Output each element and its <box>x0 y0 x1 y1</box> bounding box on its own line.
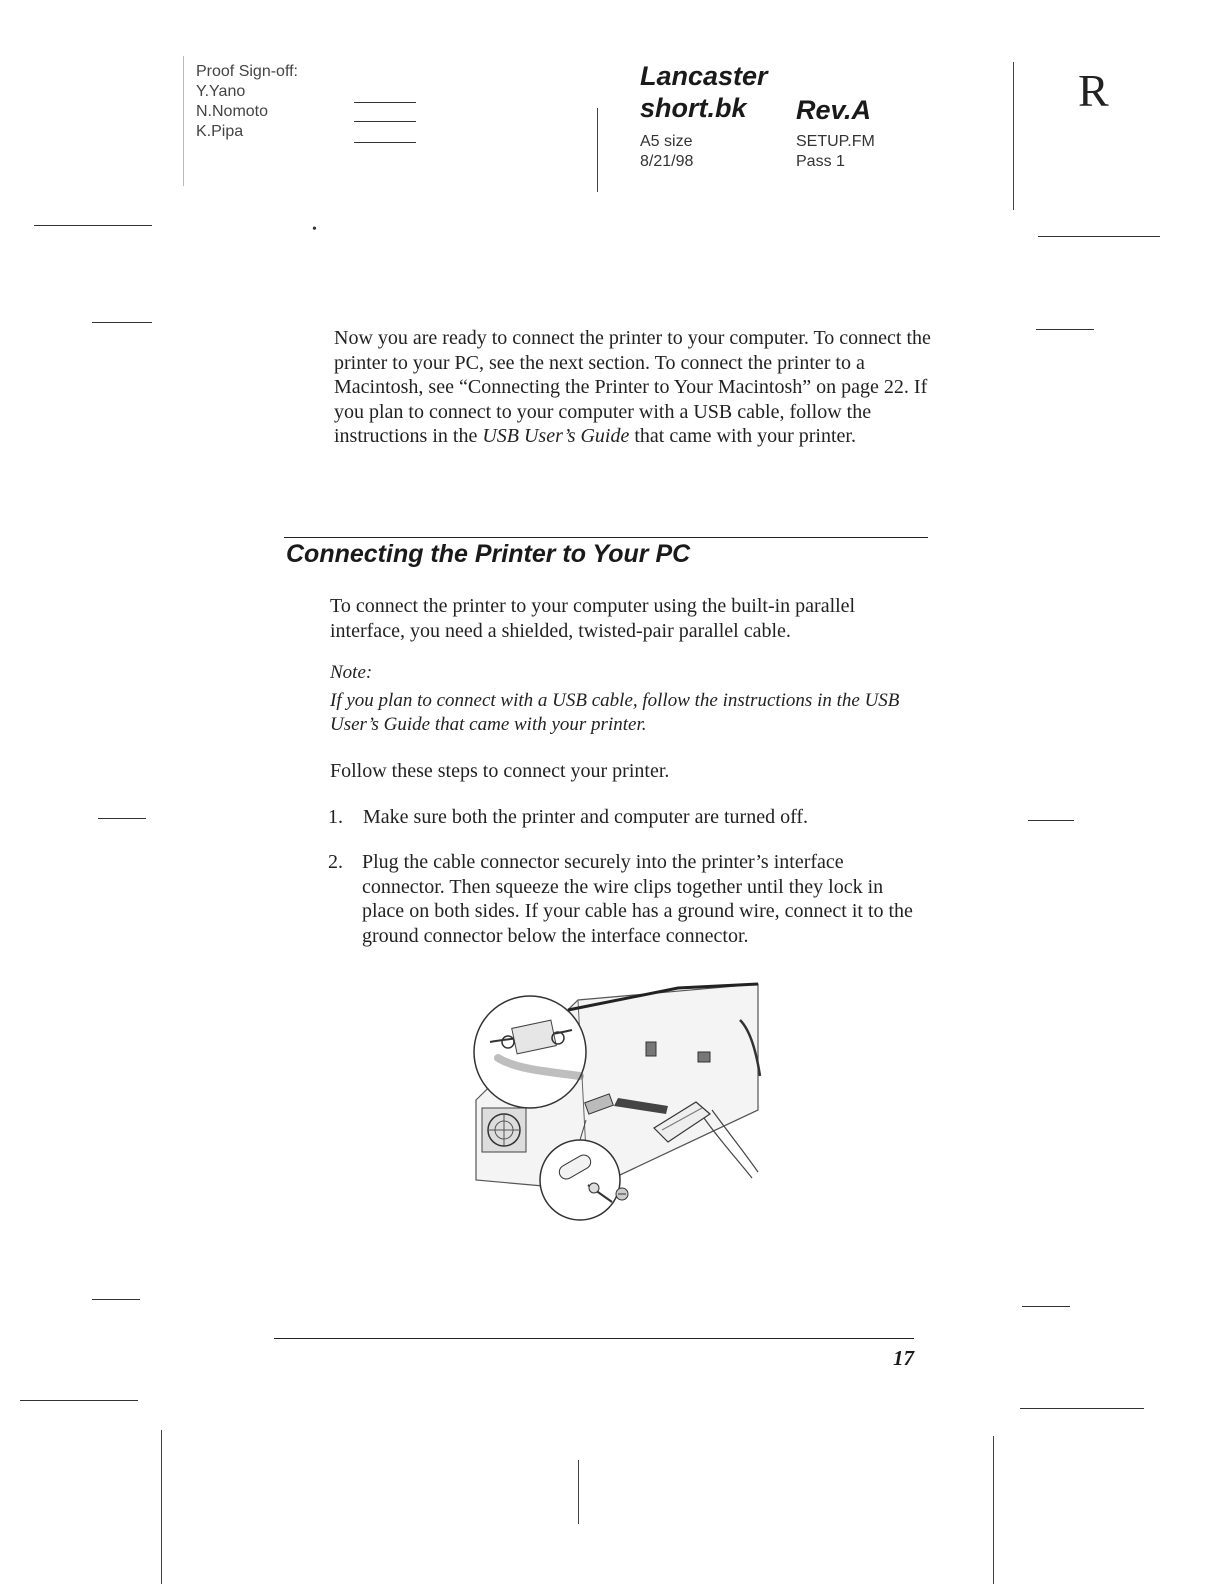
proof-signoff-name: K.Pipa <box>196 123 244 140</box>
revision: Rev.A <box>796 95 872 125</box>
crop-mark <box>183 56 184 186</box>
parallel-cable-paragraph: To connect the printer to your computer using the built-in parallel interface, you need a shielded, twisted-pair parallel cable. <box>330 595 856 642</box>
print-date: 8/21/98 <box>640 153 694 170</box>
detail-circle-ground <box>540 1140 620 1220</box>
proof-signoff-name: N.Nomoto <box>196 103 269 120</box>
file-name: SETUP.FM <box>796 133 875 150</box>
intro-paragraph: Now you are ready to connect the printer to your computer. To connect the printer to your PC, see the next section. To connect the printer to a Macintosh, see “Connecting the Printer to Your Macintosh” on page 22. If you plan to connect to your computer with a USB cable, follow the instructions in the USB User’s Guide that came with your printer. <box>334 327 931 447</box>
detail-circle-clips <box>474 996 586 1108</box>
signature-line <box>354 142 416 143</box>
crop-mark <box>20 1400 138 1401</box>
step-number: 2. <box>328 851 343 873</box>
guide-title: USB User’s Guide <box>482 425 630 447</box>
crop-mark <box>1020 1408 1144 1409</box>
page-size: A5 size <box>640 133 693 150</box>
stray-mark: • <box>312 222 317 237</box>
crop-mark <box>578 1460 579 1524</box>
note-label: Note: <box>330 662 373 683</box>
crop-mark <box>1013 62 1014 210</box>
proof-signoff <box>196 62 298 142</box>
step-text: Plug the cable connector securely into the printer’s interface connector. Then squeeze the wire clips together until they lock in place on both sides. If your cable has a ground wire, connect it to the ground connector below the interface connector. <box>362 851 913 947</box>
proof-signoff-name: Y.Yano <box>196 83 246 100</box>
printer-cable-illustration <box>468 980 768 1228</box>
steps-intro: Follow these steps to connect your printer. <box>330 760 670 782</box>
crop-mark <box>993 1436 994 1584</box>
step-number: 1. <box>328 806 343 828</box>
crop-mark <box>92 322 152 323</box>
file-pass <box>796 132 875 172</box>
crop-mark <box>1022 1306 1070 1307</box>
crop-mark <box>34 225 152 226</box>
size-date <box>640 132 693 172</box>
crop-mark <box>161 1430 162 1584</box>
pass-number: Pass 1 <box>796 153 845 170</box>
crop-mark <box>98 818 146 819</box>
signature-line <box>354 102 416 103</box>
signature-line <box>354 121 416 122</box>
section-rule <box>284 537 928 538</box>
page-number: 17 <box>893 1346 914 1370</box>
note-text: If you plan to connect with a USB cable, follow the instructions in the USB User’s Guide that came with your printer. <box>330 690 900 735</box>
crop-mark <box>1038 236 1160 237</box>
crop-mark <box>92 1299 140 1300</box>
step-text: Make sure both the printer and computer are turned off. <box>363 806 809 828</box>
section-title: Connecting the Printer to Your PC <box>286 540 691 568</box>
footer-rule <box>274 1338 914 1339</box>
crop-mark <box>1036 329 1094 330</box>
book-title: Lancaster short.bk <box>640 61 768 123</box>
crop-mark <box>1028 820 1074 821</box>
proof-signoff-label: Proof Sign-off: <box>196 63 298 80</box>
parallel-cable <box>704 1118 752 1178</box>
corner-mark: R <box>1078 65 1109 116</box>
crop-mark <box>597 108 598 192</box>
